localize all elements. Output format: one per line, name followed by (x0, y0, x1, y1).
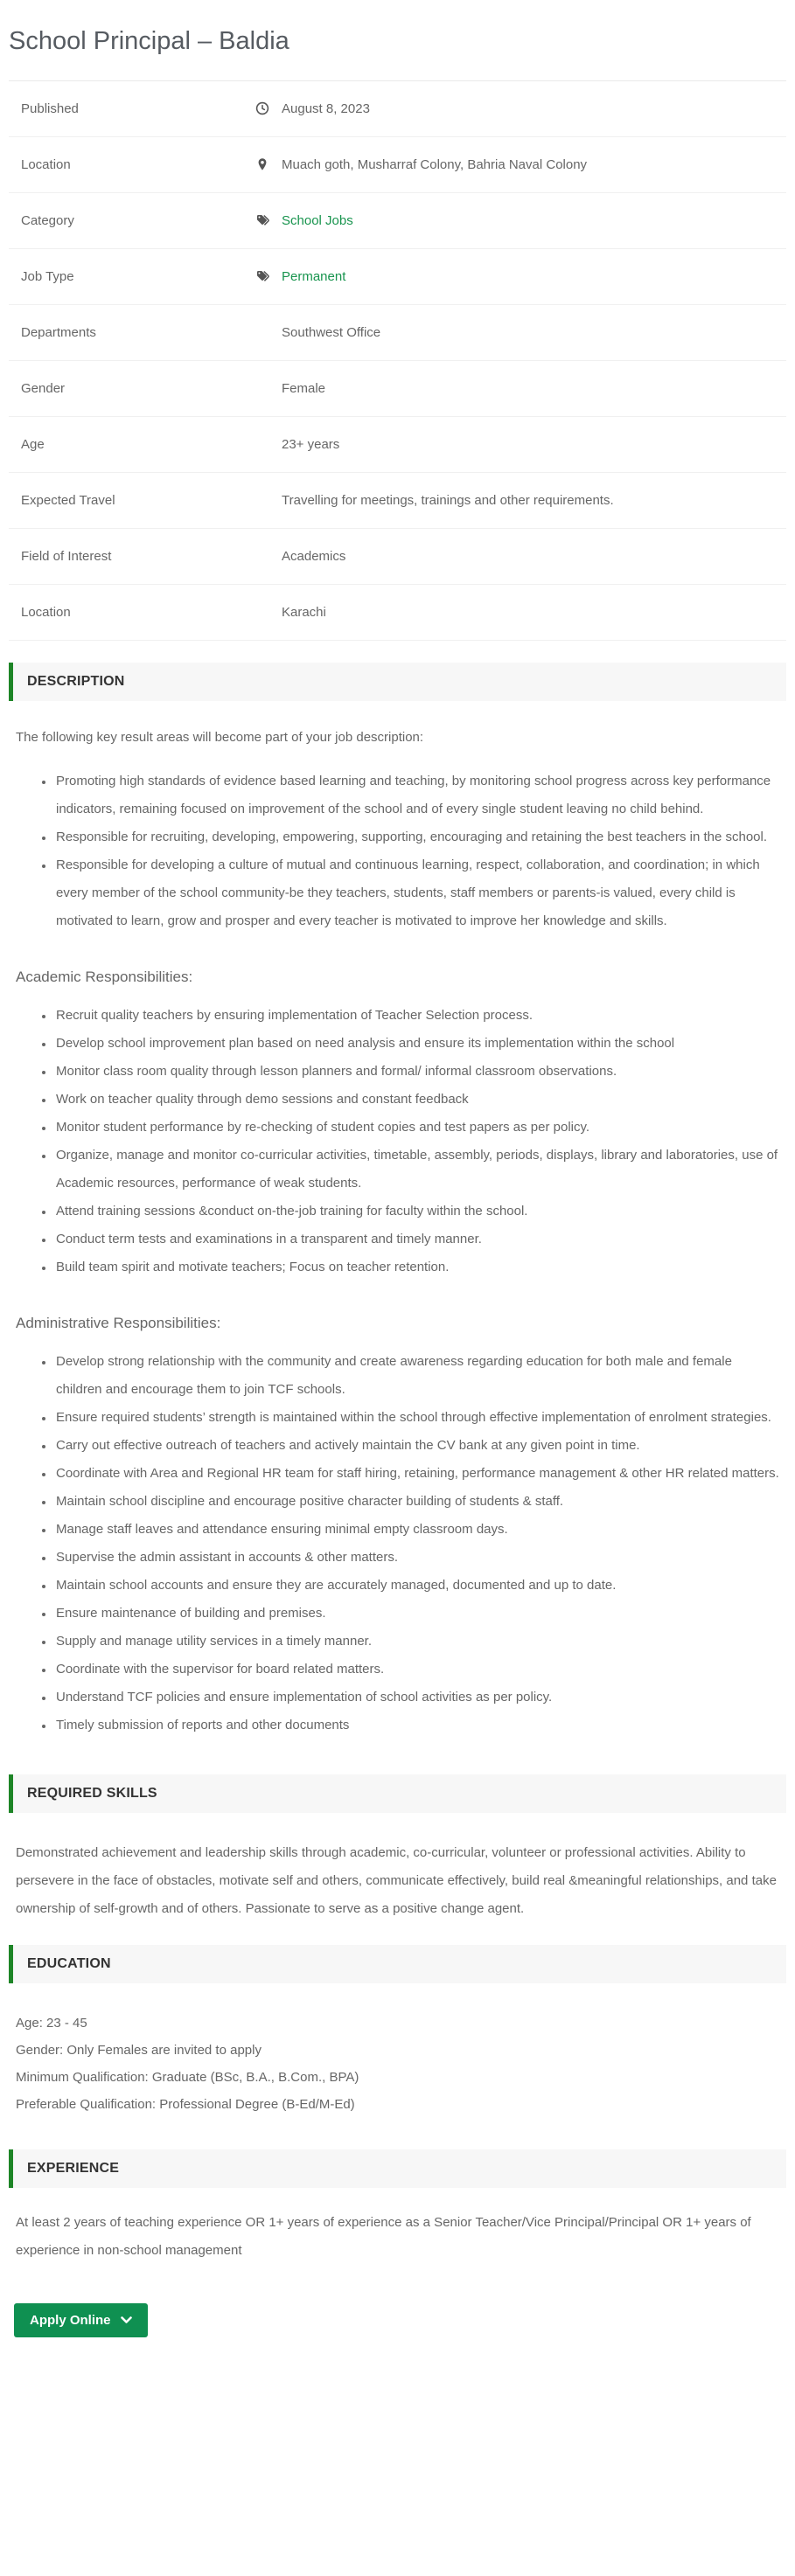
list-item: • Coordinate with the supervisor for board related matters. (54, 1656, 779, 1684)
meta-label: Category (21, 212, 74, 228)
meta-label: Departments (21, 324, 96, 340)
list-item: • Supervise the admin assistant in accounts & other matters. (54, 1544, 779, 1572)
experience-heading: EXPERIENCE (27, 2160, 120, 2176)
meta-label: Age (21, 436, 45, 452)
meta-row-location (9, 137, 786, 193)
meta-label: Published (21, 101, 79, 116)
meta-value (255, 549, 786, 564)
list-item: • Ensure required students’ strength is maintained within the school through effective implementation of enrolment strategies. (54, 1404, 779, 1432)
meta-value (255, 381, 786, 396)
meta-row-job-type (9, 249, 786, 305)
education-body (9, 2010, 786, 2118)
list-item: • Responsible for recruiting, developing, empowering, supporting, encouraging and retaining the best teachers in the school. (54, 823, 779, 851)
education-section-bar (9, 1945, 786, 1983)
category-link[interactable]: School Jobs (282, 212, 353, 228)
expected-travel-value: Travelling for meetings, trainings and other requirements. (282, 492, 614, 508)
meta-row-field-of-interest (9, 529, 786, 585)
experience-section-bar (9, 2149, 786, 2188)
list-item: • Monitor class room quality through lesson planners and formal/ informal classroom observations. (54, 1058, 779, 1086)
meta-label: Location (21, 604, 71, 620)
education-minimum-qualification-line: Minimum Qualification: Graduate (BSc, B.A., B.Com., BPA) (16, 2069, 359, 2085)
meta-row-published (9, 81, 786, 137)
academic-responsibilities-heading: Academic Responsibilities: (16, 968, 193, 985)
list-item: • Timely submission of reports and other documents (54, 1712, 779, 1739)
description-section-body (9, 724, 786, 1739)
chevron-down-icon (121, 2316, 132, 2324)
required-skills-heading: REQUIRED SKILLS (27, 1785, 157, 1801)
job-posting-page (0, 26, 795, 2351)
list-item: • Develop school improvement plan based on need analysis and ensure its implementation within the school (54, 1030, 779, 1058)
list-item: • Maintain school discipline and encourage positive character building of students & staff. (54, 1488, 779, 1516)
list-item: • Ensure maintenance of building and premises. (54, 1600, 779, 1628)
meta-value (255, 269, 786, 284)
meta-label: Expected Travel (21, 492, 115, 508)
meta-label: Field of Interest (21, 548, 112, 564)
apply-online-label: Apply Online (30, 2312, 111, 2328)
education-preferable-qualification-line: Preferable Qualification: Professional Degree (B-Ed/M-Ed) (16, 2096, 355, 2112)
education-heading: EDUCATION (27, 1955, 111, 1971)
meta-value (255, 325, 786, 340)
list-item: • Manage staff leaves and attendance ensuring minimal empty classroom days. (54, 1516, 779, 1544)
map-marker-icon (255, 157, 282, 171)
list-item: • Coordinate with Area and Regional HR team for staff hiring, retaining, performance management & other HR related matters. (54, 1460, 779, 1488)
departments-value: Southwest Office (282, 324, 381, 340)
list-item: • Build team spirit and motivate teachers; Focus on teacher retention. (54, 1253, 779, 1281)
description-intro: The following key result areas will become part of your job description: (16, 729, 424, 745)
list-item: • Work on teacher quality through demo sessions and constant feedback (54, 1086, 779, 1114)
list-item: • Responsible for developing a culture of mutual and continuous learning, respect, collaboration, and coordination; in which every member of the school community-be they teachers, students, staff members or parents-is valued, every child is motivated to learn, grow and prosper and every teacher is motivated to improve her knowledge and skills. (54, 851, 779, 935)
list-item: • Develop strong relationship with the community and create awareness regarding education for both male and female children and encourage them to join TCF schools. (54, 1348, 779, 1404)
description-heading: DESCRIPTION (27, 673, 125, 689)
apply-online-button[interactable] (14, 2303, 148, 2337)
meta-label: Gender (21, 380, 66, 396)
meta-row-departments (9, 305, 786, 361)
job-meta-table (9, 81, 786, 641)
meta-row-expected-travel (9, 473, 786, 529)
meta-label: Location (21, 156, 71, 172)
gender-value: Female (282, 380, 326, 396)
meta-value (255, 493, 786, 508)
meta-value (255, 437, 786, 452)
required-skills-text: Demonstrated achievement and leadership skills through academic, co-curricular, volunteer or professional activities. Ability to persevere in the face of obstacles, motivate self and others, communicate effectively, build real &meaningful relationships, and take ownership of self-growth and of others. Passionate to serve as a positive change agent. (16, 1844, 777, 1916)
field-of-interest-value: Academics (282, 548, 346, 564)
list-item: • Monitor student performance by re-checking of student copies and test papers as per policy. (54, 1114, 779, 1142)
list-item: • Maintain school accounts and ensure they are accurately managed, documented and up to date. (54, 1572, 779, 1600)
experience-body (9, 2209, 786, 2265)
required-skills-body (9, 1839, 786, 1923)
meta-label: Job Type (21, 268, 74, 284)
list-item: • Recruit quality teachers by ensuring implementation of Teacher Selection process. (54, 1002, 779, 1030)
location-areas: Muach goth, Musharraf Colony, Bahria Naval Colony (282, 156, 588, 172)
city-value: Karachi (282, 604, 326, 620)
experience-text: At least 2 years of teaching experience OR 1+ years of experience as a Senior Teacher/Vice Principal/Principal OR 1+ years of experience in non-school management (16, 2214, 751, 2258)
tags-icon (255, 269, 282, 283)
meta-value (255, 605, 786, 620)
education-gender-line: Gender: Only Females are invited to apply (16, 2042, 262, 2058)
job-type-link[interactable]: Permanent (282, 268, 346, 284)
required-skills-section-bar (9, 1774, 786, 1813)
meta-row-category (9, 193, 786, 249)
description-section-bar (9, 663, 786, 701)
list-item: • Promoting high standards of evidence based learning and teaching, by monitoring school progress across key performance indicators, remaining focused on improvement of the school and of every single student leaving no child behind. (54, 767, 779, 823)
list-item: • Supply and manage utility services in a timely manner. (54, 1628, 779, 1656)
list-item: • Attend training sessions &conduct on-the-job training for faculty within the school. (54, 1198, 779, 1226)
tags-icon (255, 213, 282, 227)
meta-row-age (9, 417, 786, 473)
list-item: • Organize, manage and monitor co-curricular activities, timetable, assembly, periods, displays, library and laboratories, use of Academic resources, performance of weak students. (54, 1142, 779, 1198)
age-value: 23+ years (282, 436, 340, 452)
meta-value (255, 157, 786, 172)
meta-row-gender (9, 361, 786, 417)
list-item: • Carry out effective outreach of teachers and actively maintain the CV bank at any given point in time. (54, 1432, 779, 1460)
academic-responsibilities-list (16, 1002, 779, 1281)
meta-row-city (9, 585, 786, 641)
education-age-line: Age: 23 - 45 (16, 2015, 87, 2031)
published-date: August 8, 2023 (282, 101, 370, 116)
list-item: • Understand TCF policies and ensure implementation of school activities as per policy. (54, 1684, 779, 1712)
page-title: School Principal – Baldia (9, 27, 289, 55)
administrative-responsibilities-heading: Administrative Responsibilities: (16, 1314, 221, 1331)
meta-value (255, 101, 786, 116)
clock-icon (255, 101, 282, 115)
administrative-responsibilities-list (16, 1348, 779, 1739)
key-result-areas-list (16, 767, 779, 935)
list-item: • Conduct term tests and examinations in a transparent and timely manner. (54, 1226, 779, 1253)
meta-value (255, 213, 786, 228)
